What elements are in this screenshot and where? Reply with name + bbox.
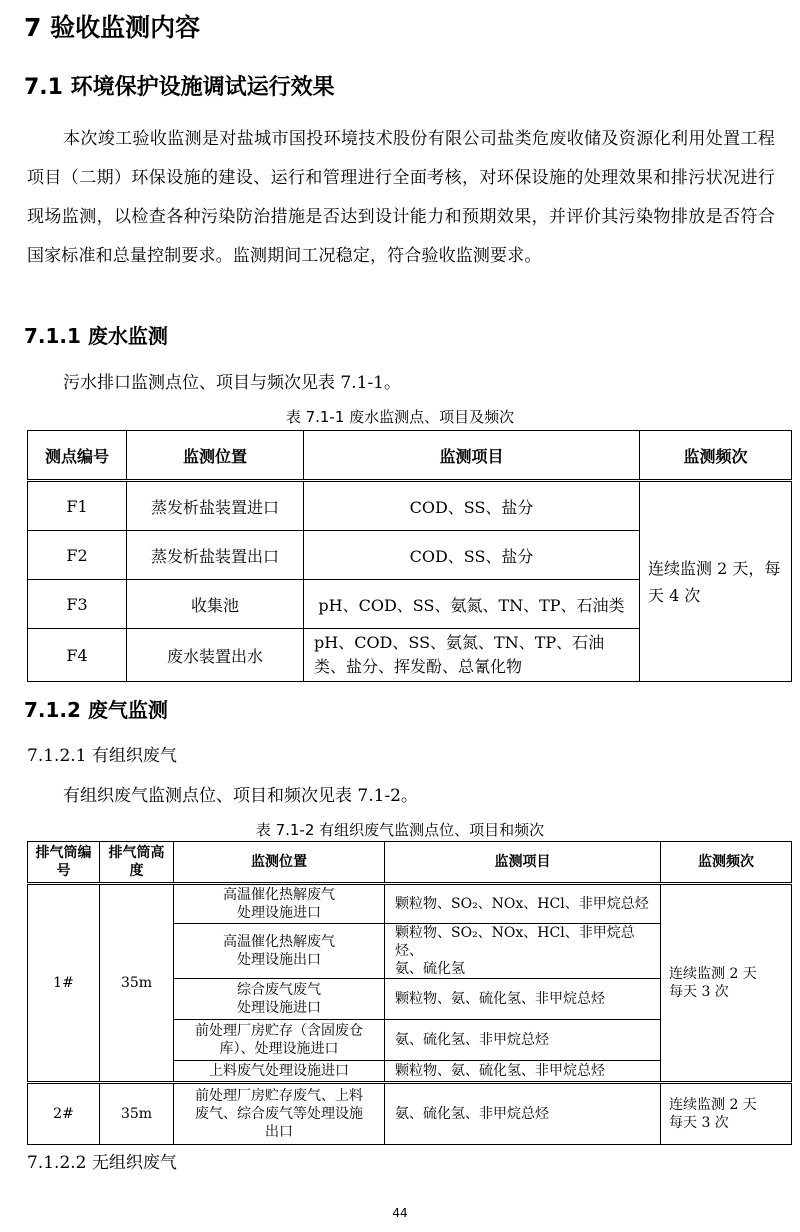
stack-height: 35m: [100, 1083, 174, 1145]
fugitive-gas-heading: 7.1.2.2 无组织废气: [27, 1153, 177, 1173]
point-location: 废水装置出水: [127, 629, 304, 682]
point-location: 蒸发析盐装置进口: [127, 481, 304, 531]
wastewater-text: 污水排口监测点位、项目与频次见表 7.1-1。: [63, 373, 401, 393]
section-title: 7 验收监测内容: [24, 13, 201, 42]
stack-height: 35m: [100, 884, 174, 1083]
stack-id: 1#: [28, 884, 100, 1083]
point-id: F1: [28, 481, 127, 531]
header-location: 监测位置: [127, 431, 304, 481]
waste-gas-heading: 7.1.2 废气监测: [24, 698, 168, 722]
wastewater-table: [27, 430, 792, 682]
stack1-frequency: 连续监测 2 天 每天 3 次: [661, 884, 792, 1083]
point-items: pH、COD、SS、氨氮、TN、TP、石油类、盐分、挥发酚、总氰化物: [304, 629, 640, 682]
gas-location: 高温催化热解废气 处理设施出口: [174, 924, 385, 979]
gas-location: 前处理厂房贮存（含固废仓 库）、处理设施进口: [174, 1020, 385, 1061]
header-frequency: 监测频次: [661, 842, 792, 884]
header-items: 监测项目: [304, 431, 640, 481]
header-frequency: 监测频次: [640, 431, 792, 481]
wastewater-frequency: 连续监测 2 天，每天 4 次: [640, 481, 792, 682]
header-items: 监测项目: [385, 842, 661, 884]
stack-id: 2#: [28, 1083, 100, 1145]
table-row: [28, 1083, 792, 1145]
point-location: 收集池: [127, 580, 304, 629]
point-items: COD、SS、盐分: [304, 531, 640, 580]
wastewater-table-caption: 表 7.1-1 废水监测点、项目及频次: [285, 408, 515, 426]
gas-location: 高温催化热解废气 处理设施进口: [174, 884, 385, 924]
table-row: [28, 481, 792, 531]
stack2-frequency: 连续监测 2 天 每天 3 次: [661, 1083, 792, 1145]
header-stack-id: 排气筒编号: [28, 842, 100, 884]
table-row: [28, 884, 792, 924]
gas-location: 综合废气废气 处理设施进口: [174, 979, 385, 1020]
gas-items: 颗粒物、氨、硫化氢、非甲烷总烃: [385, 1061, 661, 1083]
intro-paragraph: 本次竣工验收监测是对盐城市国投环境技术股份有限公司盐类危废收储及资源化利用处置工程项目（二期）环保设施的建设、运行和管理进行全面考核，对环保设施的处理效果和排污状况进行现场监测，以检查各种污染防治措施是否达到设计能力和预期效果，并评价其污染物排放是否符合国家标准和总量控制要求。监测期间工况稳定，符合验收监测要求。: [27, 129, 775, 266]
organized-gas-heading: 7.1.2.1 有组织废气: [27, 746, 177, 766]
table-header-row: [28, 842, 792, 884]
gas-items: 氨、硫化氢、非甲烷总烃: [385, 1083, 661, 1145]
gas-location: 前处理厂房贮存废气、上料 废气、综合废气等处理设施 出口: [174, 1083, 385, 1145]
header-point-id: 测点编号: [28, 431, 127, 481]
gas-items: 氨、硫化氢、非甲烷总烃: [385, 1020, 661, 1061]
point-items: pH、COD、SS、氨氮、TN、TP、石油类: [304, 580, 640, 629]
table-header-row: [28, 431, 792, 481]
point-location: 蒸发析盐装置出口: [127, 531, 304, 580]
point-id: F3: [28, 580, 127, 629]
point-items: COD、SS、盐分: [304, 481, 640, 531]
gas-items: 颗粒物、氨、硫化氢、非甲烷总烃: [385, 979, 661, 1020]
subsection-title: 7.1 环境保护设施调试运行效果: [24, 75, 335, 100]
organized-gas-text: 有组织废气监测点位、项目和频次见表 7.1-2。: [63, 786, 418, 806]
header-location: 监测位置: [174, 842, 385, 884]
gas-table-caption: 表 7.1-2 有组织废气监测点位、项目和频次: [255, 821, 545, 839]
gas-items: 颗粒物、SO₂、NOx、HCl、非甲烷总烃: [385, 884, 661, 924]
gas-items: 颗粒物、SO₂、NOx、HCl、非甲烷总烃、 氨、硫化氢: [385, 924, 661, 979]
point-id: F2: [28, 531, 127, 580]
point-id: F4: [28, 629, 127, 682]
gas-location: 上料废气处理设施进口: [174, 1061, 385, 1083]
header-stack-height: 排气筒高度: [100, 842, 174, 884]
page-number: 44: [392, 1206, 408, 1220]
wastewater-heading: 7.1.1 废水监测: [24, 324, 168, 348]
gas-table: [27, 841, 792, 1145]
